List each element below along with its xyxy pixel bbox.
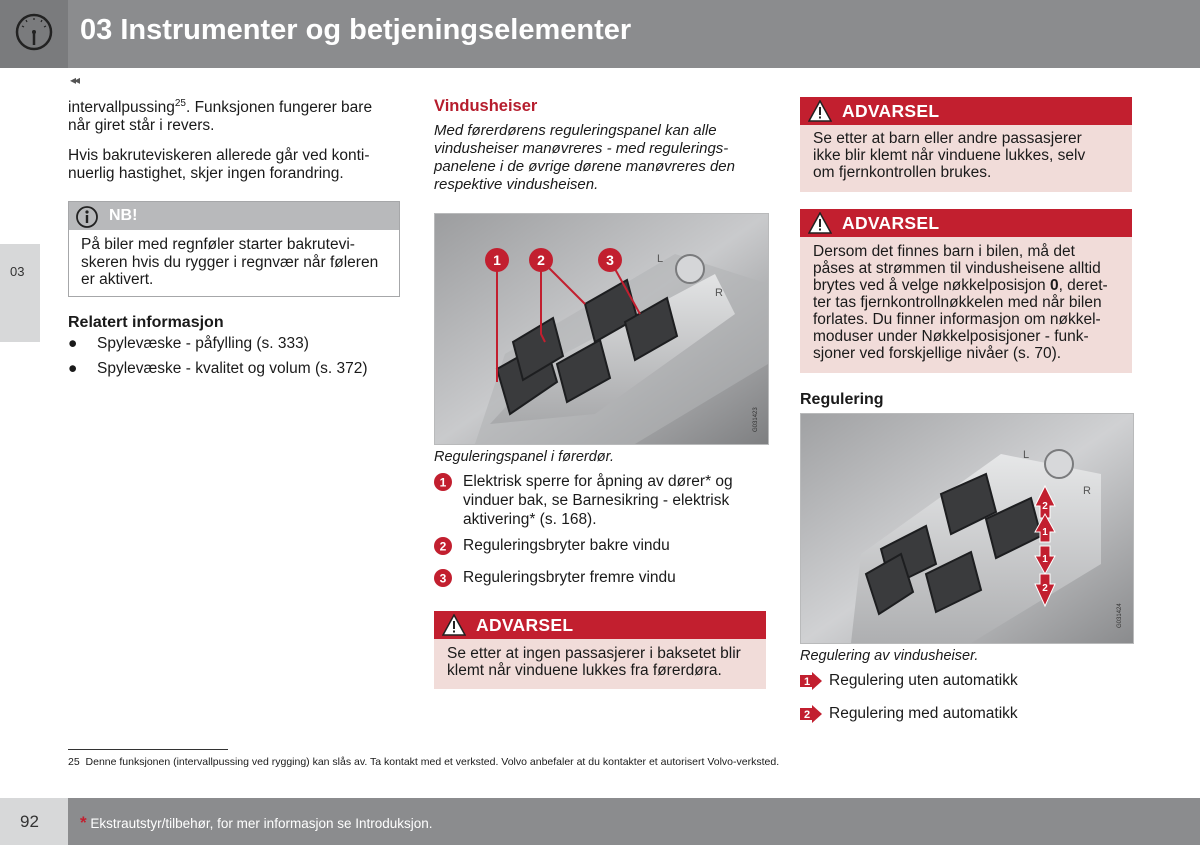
mirror-r-label: R bbox=[1083, 485, 1091, 497]
image-code: G031424 bbox=[1117, 603, 1123, 628]
warning-box bbox=[434, 611, 766, 689]
text-span: Se etter at ingen passasjerer i baksetet blir bbox=[447, 645, 741, 662]
bullet: ● bbox=[68, 335, 78, 352]
text-span: Hvis bakruteviskeren allerede går ved konti- bbox=[68, 147, 370, 164]
window-switch-photo bbox=[800, 413, 1134, 644]
number-badge-icon bbox=[434, 473, 452, 491]
svg-text:2: 2 bbox=[439, 539, 447, 554]
text-span: når giret står i revers. bbox=[68, 116, 215, 134]
warning-triangle-icon bbox=[808, 212, 832, 234]
note-title: NB! bbox=[109, 207, 138, 224]
warning-box bbox=[800, 97, 1132, 192]
warning-triangle-icon bbox=[442, 614, 466, 636]
text-span: Dersom det finnes barn i bilen, må det bbox=[813, 243, 1075, 260]
callout-2-label: 2 bbox=[537, 252, 545, 268]
warning-text bbox=[813, 243, 1108, 362]
warning-title: ADVARSEL bbox=[476, 615, 574, 635]
text-span: brytes ved å velge nøkkelposisjon bbox=[813, 277, 1046, 294]
asterisk-marker: * bbox=[80, 813, 87, 832]
text-span: skeren hvis du rygger i regnvær når føleren bbox=[81, 253, 379, 271]
mirror-l-label: L bbox=[657, 253, 664, 265]
paragraph-intervallpussing bbox=[68, 99, 372, 134]
footnote-number: 25 bbox=[68, 756, 80, 768]
footnote-text: Denne funksjonen (intervallpussing ved rygging) kan slås av. Ta kontakt med et verksted. Volvo anbefaler at du kontakter et autorisert Volvo-verksted. bbox=[85, 756, 780, 768]
related-info-heading: Relatert informasjon bbox=[68, 314, 224, 331]
text-span: ter tas fjernkontrollnøkkelen med når bilen bbox=[813, 294, 1102, 311]
text-span: , deret- bbox=[1058, 277, 1108, 294]
text-span[interactable]: aktivering* (s. 168). bbox=[463, 511, 597, 528]
page-title: 03 Instrumenter og betjeningselementer bbox=[80, 14, 632, 46]
text-span: . Funksjonen fungerer bare bbox=[185, 99, 373, 116]
door-panel-photo bbox=[434, 213, 769, 445]
regulering-item-text: Regulering uten automatikk bbox=[829, 672, 1018, 689]
note-text bbox=[81, 236, 391, 289]
note-box bbox=[68, 201, 400, 297]
arrow-badge-icon bbox=[800, 672, 822, 690]
section-title-vindusheiser: Vindusheiser bbox=[434, 97, 538, 115]
text-span: panelene i de øvrige dørene manøvreres den bbox=[434, 158, 735, 175]
svg-text:2: 2 bbox=[803, 709, 811, 721]
photo-caption: Regulering av vindusheiser. bbox=[800, 648, 979, 664]
text-span: nuerlig hastighet, skjer ingen forandring. bbox=[68, 164, 344, 182]
section-intro bbox=[434, 122, 764, 194]
arrow-label: 1 bbox=[1042, 554, 1048, 565]
text-span: moduser under Nøkkelposisjoner - funk- bbox=[813, 328, 1089, 345]
bold-key-position: 0 bbox=[1049, 277, 1059, 294]
photo-caption: Reguleringspanel i førerdør. bbox=[434, 449, 614, 465]
number-badge-icon bbox=[434, 569, 452, 587]
number-badge-icon bbox=[434, 537, 452, 555]
chapter-tab bbox=[0, 244, 40, 342]
regulering-item-text: Regulering med automatikk bbox=[829, 705, 1018, 722]
page-number: 92 bbox=[20, 812, 39, 831]
arrow-label: 2 bbox=[1042, 501, 1048, 512]
warning-box bbox=[800, 209, 1132, 373]
svg-text:3: 3 bbox=[439, 571, 447, 586]
arrow-label: 1 bbox=[1042, 527, 1048, 538]
regulering-heading: Regulering bbox=[800, 391, 884, 408]
svg-text:1: 1 bbox=[803, 676, 811, 688]
callout-1-label: 1 bbox=[493, 252, 501, 268]
chapter-tab-label: 03 bbox=[10, 264, 25, 279]
mirror-l-label: L bbox=[1023, 449, 1030, 461]
text-span: vinduer bak, se Barnesikring - elektrisk bbox=[463, 492, 730, 509]
warning-title: ADVARSEL bbox=[842, 213, 940, 233]
legend-item-text: Reguleringsbryter bakre vindu bbox=[463, 537, 670, 554]
paragraph-bakruteviskeren bbox=[68, 147, 370, 182]
text-span: påses at strømmen til vindusheisene alltid bbox=[813, 260, 1101, 277]
footnote bbox=[68, 756, 779, 768]
text-span: Se etter at barn eller andre passasjerer bbox=[813, 130, 1082, 147]
text-span: vindusheiser manøvreres - med regulerings- bbox=[434, 140, 729, 157]
text-span: Elektrisk sperre for åpning av dører* og bbox=[463, 473, 733, 490]
image-code: G031423 bbox=[753, 407, 759, 432]
text-span: om fjernkontrollen brukes. bbox=[813, 164, 992, 181]
window-switch-illustration bbox=[801, 414, 1133, 643]
text-span: respektive vindusheisen. bbox=[434, 176, 599, 193]
text-span: klemt når vinduene lukkes fra førerdøra. bbox=[447, 662, 722, 679]
footnote-ref[interactable]: 25 bbox=[174, 97, 186, 109]
text-span: Med førerdørens reguleringspanel kan alle bbox=[434, 122, 717, 139]
gauge-icon bbox=[14, 12, 54, 52]
back-nav-icon[interactable]: ◂◂ bbox=[70, 73, 79, 87]
legend-item-text: Reguleringsbryter fremre vindu bbox=[463, 569, 676, 586]
bullet: ● bbox=[68, 360, 78, 377]
related-link-text[interactable]: Spylevæske - kvalitet og volum (s. 372) bbox=[97, 360, 368, 377]
text-span: På biler med regnføler starter bakrutevi- bbox=[81, 236, 355, 253]
warning-triangle-icon bbox=[808, 100, 832, 122]
callout-3-label: 3 bbox=[606, 252, 614, 268]
warning-text bbox=[447, 645, 741, 679]
info-icon bbox=[75, 205, 99, 229]
footer-note bbox=[80, 813, 433, 833]
door-panel-illustration bbox=[435, 214, 768, 444]
text-span: intervallpussing bbox=[68, 99, 175, 116]
text-span: ikke blir klemt når vinduene lukkes, selv bbox=[813, 147, 1086, 164]
footer-note-text: Ekstrautstyr/tilbehør, for mer informasjon se Introduksjon. bbox=[90, 816, 433, 831]
arrow-label: 2 bbox=[1042, 583, 1048, 594]
warning-title: ADVARSEL bbox=[842, 101, 940, 121]
related-link-text[interactable]: Spylevæske - påfylling (s. 333) bbox=[97, 335, 309, 352]
mirror-r-label: R bbox=[715, 287, 723, 299]
warning-text bbox=[813, 130, 1085, 181]
text-span: forlates. Du finner informasjon om nøkkel- bbox=[813, 311, 1101, 328]
text-span[interactable]: sjoner ved forskjellige nivåer (s. 70). bbox=[813, 345, 1062, 362]
svg-text:1: 1 bbox=[439, 475, 447, 490]
footnote-divider bbox=[68, 749, 228, 750]
text-span: er aktivert. bbox=[81, 271, 154, 288]
arrow-badge-icon bbox=[800, 705, 822, 723]
